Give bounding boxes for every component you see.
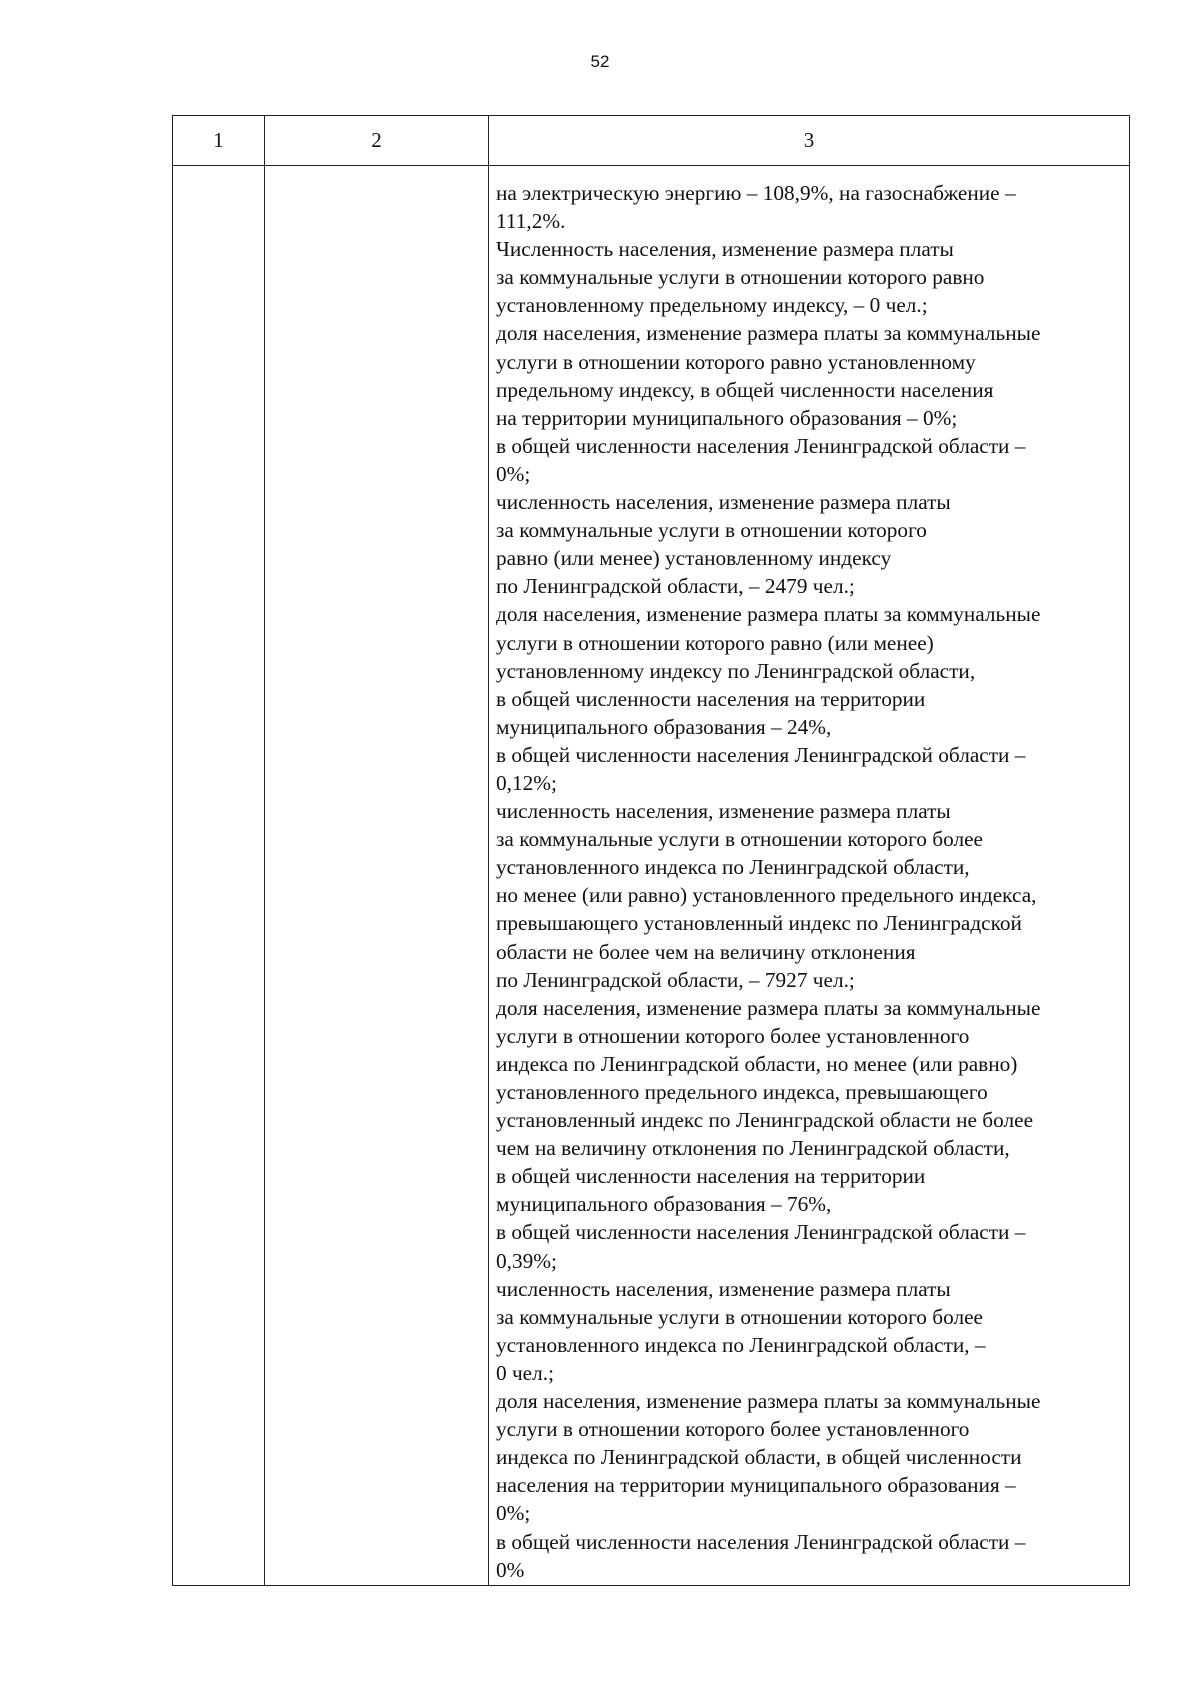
text-line: в общей численности населения на территории bbox=[496, 686, 926, 711]
text-line: на электрическую энергию – 108,9%, на газоснабжение – bbox=[496, 181, 1016, 205]
text-line: установленному индексу по Ленинградской области, bbox=[496, 658, 976, 683]
text-line: численность населения, изменение размера платы bbox=[496, 490, 951, 515]
text-line: численность населения, изменение размера платы bbox=[496, 799, 951, 824]
text-line: по Ленинградской области, – 7927 чел.; bbox=[496, 967, 855, 992]
text-line: доля населения, изменение размера платы за коммунальные bbox=[496, 1389, 1041, 1414]
text-line: доля населения, изменение размера платы за коммунальные bbox=[496, 602, 1041, 627]
text-line: индекса по Ленинградской области, в общей численности bbox=[496, 1445, 1022, 1470]
text-line: на территории муниципального образования – 0%; bbox=[496, 405, 958, 430]
text-line: Численность населения, изменение размера платы bbox=[496, 237, 954, 262]
text-line: индекса по Ленинградской области, но менее (или равно) bbox=[496, 1051, 1018, 1076]
text-line: равно (или менее) установленному индексу bbox=[496, 546, 892, 571]
text-line: области не более чем на величину отклонения bbox=[496, 939, 916, 964]
text-line: по Ленинградской области, – 2479 чел.; bbox=[496, 574, 855, 599]
text-line: численность населения, изменение размера платы bbox=[496, 1276, 951, 1301]
text-line: в общей численности населения Ленинградской области – bbox=[496, 742, 1026, 767]
text-line: 0,39%; bbox=[496, 1248, 557, 1273]
text-line: предельному индексу, в общей численности населения bbox=[496, 377, 994, 402]
cell-col1 bbox=[173, 166, 265, 1586]
cell-col2 bbox=[265, 166, 489, 1586]
text-line: услуги в отношении которого равно (или менее) bbox=[496, 630, 934, 655]
document-table bbox=[172, 115, 1130, 1586]
text-line: услуги в отношении которого более установленного bbox=[496, 1023, 970, 1048]
text-line: в общей численности населения Ленинградской области – bbox=[496, 1529, 1026, 1554]
text-line: в общей численности населения Ленинградской области – bbox=[496, 1220, 1026, 1245]
text-line: услуги в отношении которого более установленного bbox=[496, 1417, 970, 1442]
text-line: за коммунальные услуги в отношении которого более bbox=[496, 1304, 983, 1329]
text-line: 0,12%; bbox=[496, 770, 557, 795]
text-line: доля населения, изменение размера платы за коммунальные bbox=[496, 321, 1041, 346]
text-line: установленному предельному индексу, – 0 чел.; bbox=[496, 293, 928, 318]
column-header-2: 2 bbox=[265, 116, 489, 166]
text-line: но менее (или равно) установленного предельного индекса, bbox=[496, 883, 1037, 908]
text-line: 0%; bbox=[496, 1501, 531, 1526]
text-line: установленный индекс по Ленинградской области не более bbox=[496, 1108, 1034, 1133]
text-line: установленного предельного индекса, превышающего bbox=[496, 1080, 988, 1104]
text-line: в общей численности населения на территории bbox=[496, 1164, 926, 1189]
text-line: муниципального образования – 24%, bbox=[496, 714, 832, 739]
text-line: 111,2%. bbox=[496, 209, 566, 234]
text-line: за коммунальные услуги в отношении которого равно bbox=[496, 265, 985, 290]
text-line: 0% bbox=[496, 1557, 525, 1582]
text-line: 0 чел.; bbox=[496, 1360, 555, 1385]
text-line: населения на территории муниципального образования – bbox=[496, 1473, 1016, 1498]
text-line: за коммунальные услуги в отношении которого более bbox=[496, 827, 983, 852]
text-line: в общей численности населения Ленинградской области – bbox=[496, 433, 1026, 458]
text-line: превышающего установленный индекс по Ленинградской bbox=[496, 911, 1022, 936]
cell-col3-text bbox=[489, 166, 1130, 1586]
text-line: муниципального образования – 76%, bbox=[496, 1192, 832, 1217]
column-header-1: 1 bbox=[173, 116, 265, 166]
text-line: услуги в отношении которого равно установленному bbox=[496, 349, 976, 374]
table-header-row bbox=[173, 116, 1130, 166]
text-line: установленного индекса по Ленинградской области, – bbox=[496, 1332, 986, 1357]
text-line: установленного индекса по Ленинградской области, bbox=[496, 855, 970, 880]
text-line: чем на величину отклонения по Ленинградской области, bbox=[496, 1136, 1010, 1161]
text-line: 0%; bbox=[496, 461, 531, 486]
page-number: 52 bbox=[590, 52, 610, 71]
column-header-3: 3 bbox=[489, 116, 1130, 166]
table-row bbox=[173, 166, 1130, 1586]
text-line: доля населения, изменение размера платы за коммунальные bbox=[496, 995, 1041, 1020]
text-line: за коммунальные услуги в отношении которого bbox=[496, 518, 927, 543]
